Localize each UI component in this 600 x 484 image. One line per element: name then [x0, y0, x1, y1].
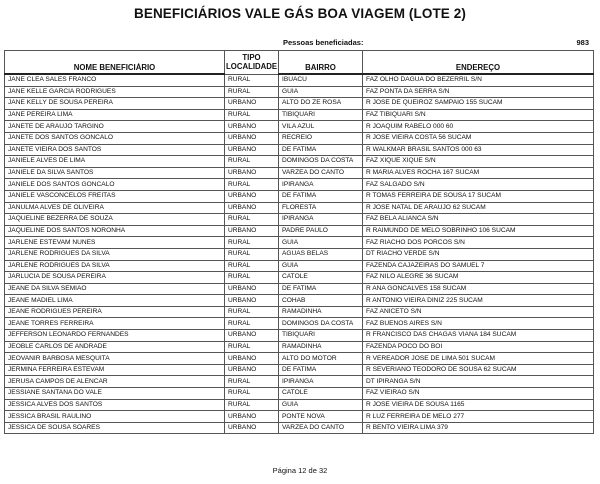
table-body — [5, 74, 594, 434]
cell-bairro: DE FATIMA — [279, 364, 363, 376]
table-row — [5, 237, 594, 249]
cell-endereco: FAZENDA CAJAZEIRAS DO SAMUEL 7 — [363, 260, 594, 272]
column-header-bairro: BAIRRO — [279, 63, 363, 74]
cell-type: RURAL — [225, 318, 279, 330]
table-row — [5, 121, 594, 133]
cell-endereco: R RAIMUNDO DE MELO SOBRINHO 106 SUCAM — [363, 225, 594, 237]
cell-bairro: DOMINGOS DA COSTA — [279, 156, 363, 168]
cell-bairro: RECREIO — [279, 132, 363, 144]
table-row — [5, 190, 594, 202]
cell-type: URBANO — [225, 330, 279, 342]
cell-name: JANIELE DOS SANTOS GONCALO — [5, 179, 225, 191]
cell-endereco: R LUZ FERREIRA DE MELO 277 — [363, 411, 594, 423]
table-row — [5, 74, 594, 86]
cell-name: JAQUELINE BEZERRA DE SOUZA — [5, 214, 225, 226]
cell-bairro: CATOLE — [279, 388, 363, 400]
cell-bairro: AGUAS BELAS — [279, 248, 363, 260]
cell-type: RURAL — [225, 248, 279, 260]
column-header-type: TIPO LOCALIDADE — [225, 51, 279, 75]
cell-type: URBANO — [225, 295, 279, 307]
cell-type: RURAL — [225, 272, 279, 284]
cell-type: URBANO — [225, 98, 279, 110]
cell-endereco: FAZENDA POCO DO BOI — [363, 341, 594, 353]
table-row — [5, 318, 594, 330]
table-row — [5, 214, 594, 226]
cell-bairro: TIBIQUARI — [279, 109, 363, 121]
cell-bairro: DE FATIMA — [279, 283, 363, 295]
cell-type: URBANO — [225, 121, 279, 133]
cell-endereco: FAZ XIQUE XIQUE S/N — [363, 156, 594, 168]
cell-endereco: FAZ ANICETO S/N — [363, 306, 594, 318]
cell-endereco: R JOSE VIEIRA DE SOUSA 1165 — [363, 399, 594, 411]
table-row — [5, 341, 594, 353]
beneficiary-count-value: 983 — [576, 38, 589, 47]
cell-type: RURAL — [225, 179, 279, 191]
cell-name: JARLUCIA DE SOUSA PEREIRA — [5, 272, 225, 284]
cell-type: URBANO — [225, 132, 279, 144]
cell-type: RURAL — [225, 388, 279, 400]
cell-name: JERMINA FERREIRA ESTEVAM — [5, 364, 225, 376]
cell-type: URBANO — [225, 283, 279, 295]
table-header-row — [5, 63, 594, 74]
column-header-name: NOME BENEFICIÁRIO — [5, 63, 225, 74]
cell-name: JANIELE DA SILVA SANTOS — [5, 167, 225, 179]
document-title: BENEFICIÁRIOS VALE GÁS BOA VIAGEM (LOTE 2) — [134, 6, 466, 21]
cell-type: URBANO — [225, 422, 279, 434]
table-row — [5, 260, 594, 272]
table-row — [5, 295, 594, 307]
cell-endereco: FAZ PONTA DA SERRA S/N — [363, 86, 594, 98]
cell-endereco: FAZ BUENOS AIRES S/N — [363, 318, 594, 330]
cell-endereco: R ANA GONCALVES 158 SUCAM — [363, 283, 594, 295]
cell-type: RURAL — [225, 341, 279, 353]
table-row — [5, 411, 594, 423]
cell-type: RURAL — [225, 109, 279, 121]
cell-bairro: ALTO DO MOTOR — [279, 353, 363, 365]
cell-endereco: R JOSE VIEIRA COSTA 56 SUCAM — [363, 132, 594, 144]
table-row — [5, 330, 594, 342]
cell-endereco: FAZ TIBIQUARI S/N — [363, 109, 594, 121]
cell-name: JEANE TORRES FERREIRA — [5, 318, 225, 330]
table-row — [5, 399, 594, 411]
cell-endereco: DT RIACHO VERDE S/N — [363, 248, 594, 260]
cell-bairro: ALTO DO ZE ROSA — [279, 98, 363, 110]
cell-bairro: CATOLE — [279, 272, 363, 284]
cell-endereco: FAZ RIACHO DOS PORCOS S/N — [363, 237, 594, 249]
cell-name: JARLENE RODRIGUES DA SILVA — [5, 260, 225, 272]
cell-bairro: RAMADINHA — [279, 341, 363, 353]
cell-name: JEFFERSON LEONARDO FERNANDES — [5, 330, 225, 342]
cell-endereco: FAZ OLHO DAGUA DO BEZERRIL S/N — [363, 74, 594, 86]
cell-endereco: DT IPIRANGA S/N — [363, 376, 594, 388]
table-row — [5, 156, 594, 168]
cell-name: JANETE DOS SANTOS GONCALO — [5, 132, 225, 144]
cell-name: JANETE VIEIRA DOS SANTOS — [5, 144, 225, 156]
cell-bairro: GUIA — [279, 399, 363, 411]
cell-name: JANIELE VASCONCELOS FREITAS — [5, 190, 225, 202]
cell-bairro: RAMADINHA — [279, 306, 363, 318]
cell-type: RURAL — [225, 74, 279, 86]
cell-name: JANULMA ALVES DE OLIVEIRA — [5, 202, 225, 214]
cell-name: JEOBLE CARLOS DE ANDRADE — [5, 341, 225, 353]
cell-type: URBANO — [225, 364, 279, 376]
cell-bairro: VARZEA DO CANTO — [279, 167, 363, 179]
column-header-endereco: ENDEREÇO — [363, 63, 594, 74]
cell-endereco: R JOSE DE QUEIROZ SAMPAIO 155 SUCAM — [363, 98, 594, 110]
cell-endereco: FAZ VIEIRAO S/N — [363, 388, 594, 400]
cell-type: RURAL — [225, 214, 279, 226]
cell-name: JEANE DA SILVA SEMIAO — [5, 283, 225, 295]
cell-bairro: VARZEA DO CANTO — [279, 422, 363, 434]
cell-name: JEANE MADIEL LIMA — [5, 295, 225, 307]
table-row — [5, 179, 594, 191]
cell-bairro: PONTE NOVA — [279, 411, 363, 423]
table-header-row-top — [5, 51, 594, 64]
cell-name: JANIELE ALVES DE LIMA — [5, 156, 225, 168]
cell-name: JEANE RODRIGUES PEREIRA — [5, 306, 225, 318]
cell-endereco: FAZ NILO ALEGRE 36 SUCAM — [363, 272, 594, 284]
cell-name: JAQUELINE DOS SANTOS NORONHA — [5, 225, 225, 237]
table-row — [5, 422, 594, 434]
cell-bairro: GUIA — [279, 86, 363, 98]
cell-endereco: FAZ SALGADO S/N — [363, 179, 594, 191]
cell-endereco: R MARIA ALVES ROCHA 167 SUCAM — [363, 167, 594, 179]
table-row — [5, 144, 594, 156]
cell-bairro: COHAB — [279, 295, 363, 307]
cell-endereco: R SEVERIANO TEODORO DE SOUSA 62 SUCAM — [363, 364, 594, 376]
cell-type: URBANO — [225, 144, 279, 156]
cell-endereco: R WALKMAR BRASIL SANTOS 000 63 — [363, 144, 594, 156]
cell-endereco: R VEREADOR JOSE DE LIMA 501 SUCAM — [363, 353, 594, 365]
cell-name: JESSICA BRASIL RAULINO — [5, 411, 225, 423]
table-row — [5, 364, 594, 376]
cell-type: RURAL — [225, 260, 279, 272]
cell-bairro: GUIA — [279, 237, 363, 249]
cell-endereco: R ANTONIO VIEIRA DINIZ 225 SUCAM — [363, 295, 594, 307]
cell-name: JESSICA DE SOUSA SOARES — [5, 422, 225, 434]
cell-type: RURAL — [225, 376, 279, 388]
cell-bairro: IPIRANGA — [279, 214, 363, 226]
cell-bairro: FLORESTA — [279, 202, 363, 214]
cell-type: URBANO — [225, 225, 279, 237]
cell-type: RURAL — [225, 237, 279, 249]
cell-bairro: VILA AZUL — [279, 121, 363, 133]
cell-type: URBANO — [225, 167, 279, 179]
beneficiaries-table — [4, 50, 594, 434]
cell-name: JANE PEREIRA LIMA — [5, 109, 225, 121]
cell-bairro: DE FATIMA — [279, 190, 363, 202]
table-row — [5, 353, 594, 365]
table-row — [5, 388, 594, 400]
cell-endereco: R JOAQUIM RABELO 000 60 — [363, 121, 594, 133]
table-row — [5, 283, 594, 295]
cell-type: URBANO — [225, 411, 279, 423]
cell-bairro: GUIA — [279, 260, 363, 272]
table-row — [5, 225, 594, 237]
cell-endereco: FAZ BELA ALIANCA S/N — [363, 214, 594, 226]
cell-name: JARLENE RODRIGUES DA SILVA — [5, 248, 225, 260]
cell-name: JANE KELLY DE SOUSA PEREIRA — [5, 98, 225, 110]
cell-name: JANE KELLE GARCIA RODRIGUES — [5, 86, 225, 98]
cell-bairro: DE FATIMA — [279, 144, 363, 156]
page-number: Página 12 de 32 — [272, 466, 328, 475]
cell-name: JEOVANIR BARBOSA MESQUITA — [5, 353, 225, 365]
cell-name: JANETE DE ARAUJO TARGINO — [5, 121, 225, 133]
cell-name: JARLENE ESTEVAM NUNES — [5, 237, 225, 249]
cell-endereco: R BENTO VIEIRA LIMA 379 — [363, 422, 594, 434]
cell-bairro: TIBIQUARI — [279, 330, 363, 342]
cell-bairro: DOMINGOS DA COSTA — [279, 318, 363, 330]
table-row — [5, 167, 594, 179]
cell-type: RURAL — [225, 399, 279, 411]
cell-type: URBANO — [225, 353, 279, 365]
table-row — [5, 376, 594, 388]
cell-type: RURAL — [225, 156, 279, 168]
cell-bairro: IBUACU — [279, 74, 363, 86]
beneficiary-count-label: Pessoas beneficiadas: — [283, 38, 364, 47]
cell-type: RURAL — [225, 86, 279, 98]
table-row — [5, 86, 594, 98]
table-row — [5, 98, 594, 110]
cell-name: JESSICA ALVES DOS SANTOS — [5, 399, 225, 411]
cell-bairro: IPIRANGA — [279, 376, 363, 388]
table-row — [5, 132, 594, 144]
cell-endereco: R JOSE NATAL DE ARAUJO 62 SUCAM — [363, 202, 594, 214]
cell-name: JESSIANE SANTANA DO VALE — [5, 388, 225, 400]
table-row — [5, 306, 594, 318]
cell-type: URBANO — [225, 190, 279, 202]
table-row — [5, 109, 594, 121]
cell-endereco: R TOMAS FERREIRA DE SOUSA 17 SUCAM — [363, 190, 594, 202]
cell-type: RURAL — [225, 306, 279, 318]
table-row — [5, 202, 594, 214]
cell-endereco: R FRANCISCO DAS CHAGAS VIANA 184 SUCAM — [363, 330, 594, 342]
cell-name: JANE CLEA SALES FRANCO — [5, 74, 225, 86]
table-row — [5, 272, 594, 284]
table-row — [5, 248, 594, 260]
cell-name: JERUSA CAMPOS DE ALENCAR — [5, 376, 225, 388]
cell-bairro: PADRE PAULO — [279, 225, 363, 237]
cell-bairro: IPIRANGA — [279, 179, 363, 191]
cell-type: URBANO — [225, 202, 279, 214]
